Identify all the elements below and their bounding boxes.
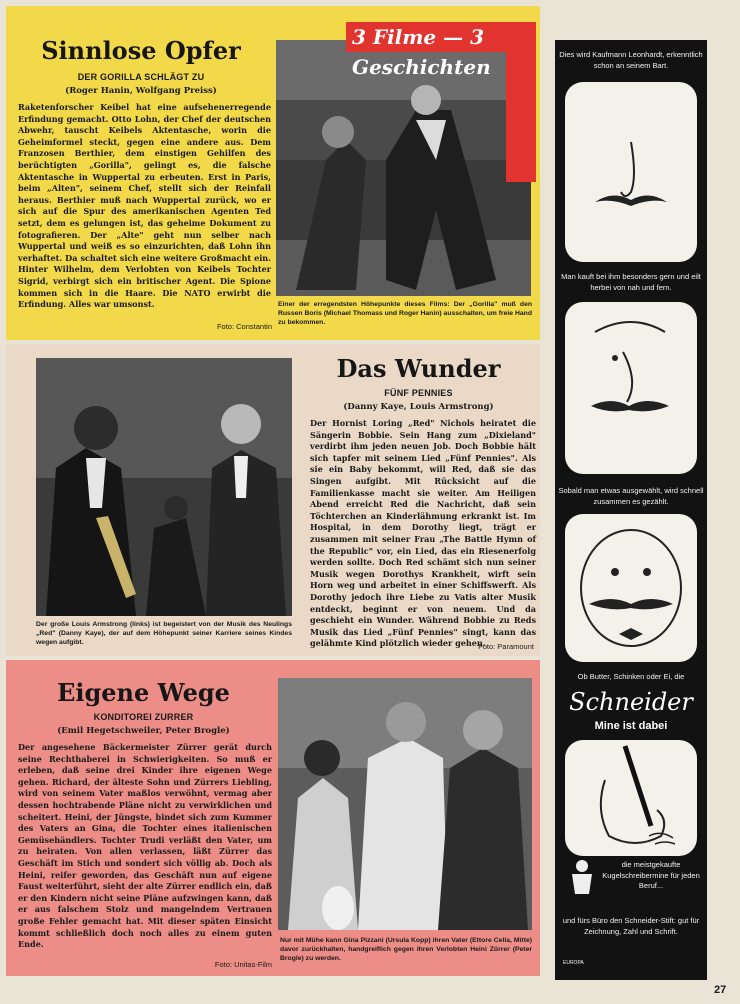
page-number: 27 xyxy=(714,984,727,996)
photo-caption: Der große Louis Armstrong (links) ist begeistert von der Musik des Neulings „Red" (Danny Kaye), der auf dem Höhepunkt seiner Karriere seines Kindes wegen aufgibt. xyxy=(36,621,292,646)
ad-tagline: Mine ist dabei xyxy=(594,720,668,732)
schneider-advertisement xyxy=(555,40,707,980)
photo-credit: Foto: Constantin xyxy=(216,322,272,331)
photo-caption: Nur mit Mühe kann Gina Pizzani (Ursula Kopp) ihren Vater (Ettore Cella, Mitte) davor zurückhalten, handgreiflich gegen ihren Verlobten Heini Zürrer (Peter Brogle) zu werden. xyxy=(280,937,532,962)
ad-verse-3: Sobald man etwas ausgewählt, wird schnell zusammen es gezählt. xyxy=(558,486,704,506)
article-subtitle: FÜNF PENNIES xyxy=(384,388,453,398)
article-title: Das Wunder xyxy=(336,354,501,383)
article-das-wunder xyxy=(6,344,540,656)
mustache-drawing xyxy=(565,82,697,262)
article-body: Raketenforscher Keibel hat eine aufsehenerregende Erfindung gemacht. Otto Lohn, der Chef der deutschen Abwehr, tauscht Keibels Aktentasche, worin die Geheimformel steckt, gegen eine andere aus. Dem Franzosen Berthier, dem einstigen Gehilfen des berüchtigten „Gorilla", gelingt es, die falsche Aktentasche in Wuppertal zu erbeuten. Erst in Paris, beim „Alten", seinem Chef, stellt sich der Reinfall heraus. Berthier muß nach Wuppertal zurück, wo er sich auf die Spur des amerikanischen Agenten Ted setzt, dem es gelungen ist, das geheime Dokument zu fotografieren. Der „Alte" geht nun selber nach Wuppertal und weiß es so einzurichten, daß Lohn ihn verhaftet. Da schaltet sich eine weitere Großmacht ein. Hinter Wilhelm, dem Verlobten von Keibels Tochter Sigrid, verbirgt sich ein britischer Agent. Die Spione kommen sich in die Haare. Die NATO erwirbt die Erfindung. Alles war umsonst. xyxy=(18,102,271,310)
article-eigene-wege xyxy=(6,660,540,976)
writing-hand-drawing xyxy=(565,740,697,856)
face-drawing xyxy=(565,514,697,662)
mascot-icon xyxy=(567,858,597,898)
ad-frame-2 xyxy=(565,302,697,474)
ad-frame-4 xyxy=(565,740,697,856)
article-cast: (Emil Hegetschweiler, Peter Brogle) xyxy=(57,726,230,736)
article-sinnlose-opfer xyxy=(6,6,540,340)
article-subtitle: DER GORILLA SCHLÄGT ZU xyxy=(77,72,205,82)
photo-armstrong-kaye xyxy=(36,358,292,616)
article-cast: (Roger Hanin, Wolfgang Preiss) xyxy=(65,86,217,96)
photo-konditorei-zurrer xyxy=(278,678,532,930)
ad-frame-1 xyxy=(565,82,697,262)
ad-verse-4: Ob Butter, Schinken oder Ei, die xyxy=(577,672,685,681)
ad-verse-1: Dies wird Kaufmann Leonhardt, erkenntlich schon an seinem Bart. xyxy=(559,50,703,70)
stamp-side-tab xyxy=(506,22,536,182)
ad-agency: EUROPA xyxy=(563,960,584,966)
stamp-text: 3 Filme — 3 Geschichten xyxy=(352,25,491,79)
photo-credit: Foto: Unitas-Film xyxy=(214,960,272,969)
schneider-logo: Schneider xyxy=(569,688,693,716)
article-body: Der angesehene Bäckermeister Zürrer gerät durch seine Rechthaberei in Schwierigkeiten. So muß er erleben, daß seine drei Kinder ihre eigenen Wege gehen. Richard, der älteste Sohn und Zürrers Liebling, wird von seinem Vater maßlos verwöhnt, vermag aber dessen hochtrabende Pläne nicht zu verwirklichen und scheitert. Heini, der Jüngste, bindet sich zum Kummer des Vaters an Gina, die Tochter eines italienischen Gemüsehändlers. Tochter Trudi verläßt den Vater, um zu heiraten. Von allen verlassen, läßt Zürrer das Geschäft im Stich und sondert sich völlig ab. Doch als Heini, reifer geworden, das Geschäft nun auf eigene Faust weiterführt, sieht der alte Zürrer endlich ein, daß er den Kindern nicht seine Pläne aufzwingen kann, daß er aus falschem Stolz und mangelndem Vertrauen große Fehler gemacht hat. Mit dieser späten Einsicht kommt schließlich doch noch alles zu einem guten Ende. xyxy=(18,742,272,950)
article-title: Eigene Wege xyxy=(57,678,230,707)
ad-verse-6: und fürs Büro den Schneider-Stift: gut für Zeichnung, Zahl und Schrift. xyxy=(562,916,700,936)
ad-frame-3 xyxy=(565,514,697,662)
article-body: Der Hornist Loring „Red" Nichols heiratet die Sängerin Bobbie. Sein Hang zum „Dixieland" verdirbt ihm jeden neuen Job. Doch Bobbie hält sich tapfer mit seinem Lied „Fünf Pennies". Als sie ein Baby bekommt, will Red, daß sie das Singen aufgibt. Mit Rücksicht auf die Familienkasse macht sie weiter. Am Heiligen Abend erreicht Red die Nachricht, daß sein Töchterchen an Kinderlähmung erkrankt ist. Im Hospital, in dem Dorothy liegt, trägt er zusammen mit seiner Frau „The Battle Hymn of the Republic" vor, ein Lied, das ein Riesenerfolg werden sollte. Doch Red schämt sich nun seiner Musik wegen Dorothys Krankheit, wirft sein Horn weg und arbeitet in einer Schiffswerft. Als Dorothy jedoch ihre Liebe zu Vatis alter Musik entdeckt, beginnt er von neuem. Und da geschieht ein Wunder. Während Bobbie zu Reds Musik das Lied „Fünf Pennies" singt, kann das gelähmte Kind plötzlich wieder gehen. xyxy=(310,418,536,649)
article-cast: (Danny Kaye, Louis Armstrong) xyxy=(343,402,494,412)
photo-credit: Foto: Paramount xyxy=(478,642,534,651)
face-outline-drawing xyxy=(565,302,697,474)
article-title: Sinnlose Opfer xyxy=(41,36,241,65)
photo-caption: Einer der erregendsten Höhepunkte dieses Films: Der „Gorilla" muß den Russen Boris (Michael Thomass und Roger Hanin) ausschalten, um freie Hand zu bekommen. xyxy=(278,301,532,326)
ad-verse-2: Man kauft bei ihm besonders gern und eilt herbei von nah und fern. xyxy=(561,272,701,292)
ad-verse-5: die meistgekaufte Kugelschreibermine für jeden Beruf... xyxy=(602,860,700,890)
article-subtitle: KONDITOREI ZURRER xyxy=(93,712,194,722)
